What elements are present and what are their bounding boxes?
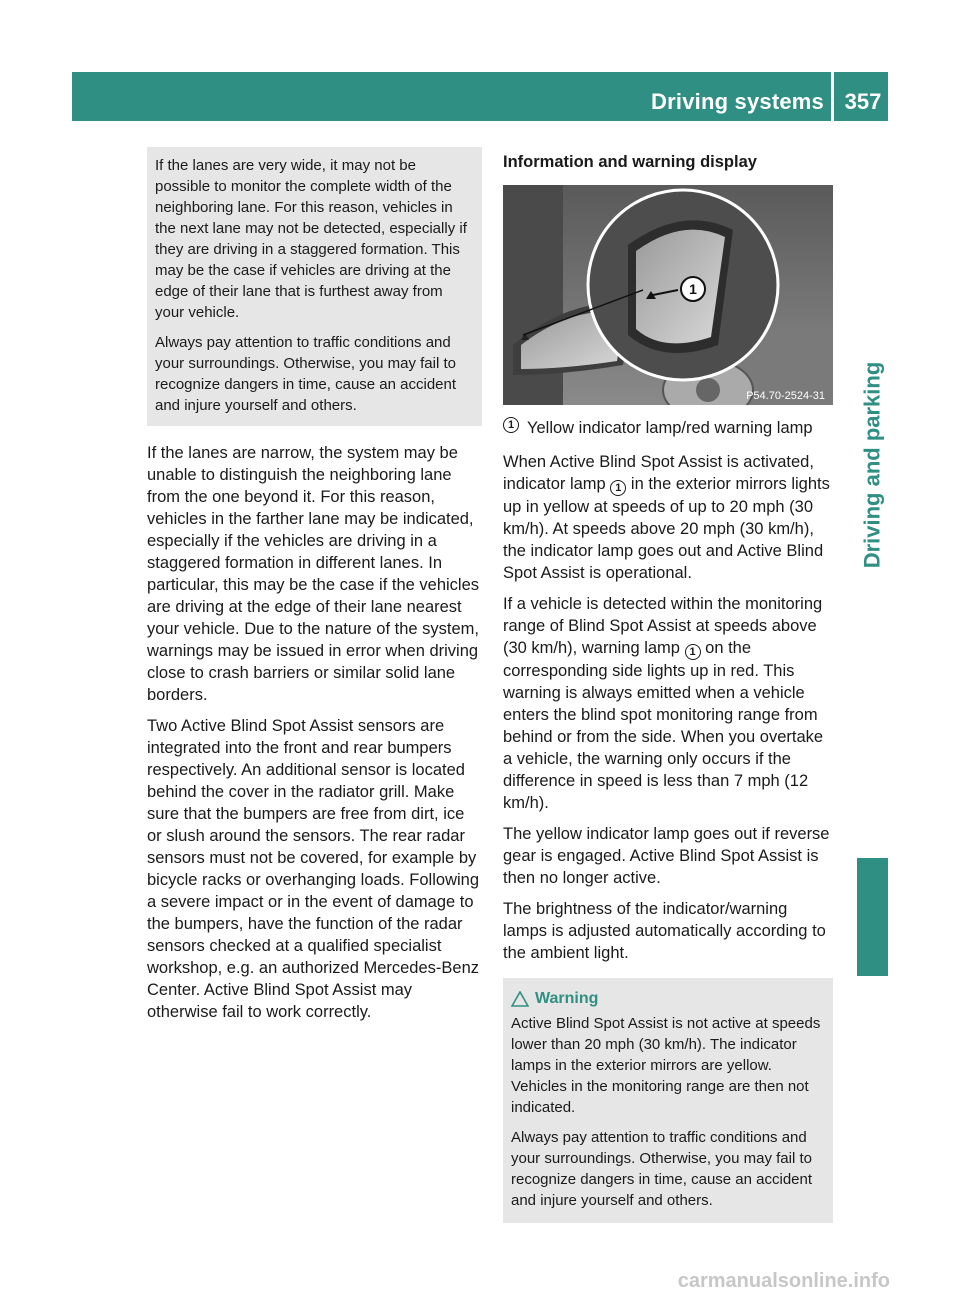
warning-box — [503, 978, 833, 1223]
page-number: 357 — [844, 89, 882, 114]
body-paragraph — [503, 593, 833, 814]
warning-header — [511, 988, 825, 1009]
body-paragraph: The brightness of the indicator/warning lamps is adjusted automatically according to the ambient light. — [503, 900, 826, 962]
figure-callout: 1 — [689, 281, 697, 297]
legend-text: Yellow indicator lamp/red warning lamp — [527, 419, 813, 437]
side-tab-label: Driving and parking — [859, 361, 884, 569]
callout-number: 1 — [503, 417, 519, 433]
mirror-illustration — [503, 185, 833, 405]
watermark: carmanualsonline.info — [677, 1270, 890, 1292]
note-paragraph: If the lanes are very wide, it may not be possible to monitor the complete width of the neighboring lane. For this reason, vehicles in the next lane may not be detected, especially if they are driving in a staggered formation. This may be the case if vehicles are driving at the edge of their lane that is furthest away from your vehicle. — [155, 157, 467, 321]
callout-number: 1 — [685, 644, 701, 660]
text-segment: in the exterior mirrors lights up in yellow at speeds of up to 20 mph (30 km/h). At speeds above 20 mph (30 km/h), the indicator lamp goes out and Active Blind Spot Assist is operational. — [503, 475, 830, 582]
text-segment: If a vehicle is detected within the monitoring range of Blind Spot Assist at speeds above (30 km/h), warning lamp — [503, 595, 823, 657]
text-segment: on the corresponding side lights up in red. This warning is always emitted when a vehicle enters the blind spot monitoring range from behind or from the side. When you overtake a vehicle, the warning only occurs if the difference in speed is less than 7 mph (12 km/h). — [503, 639, 824, 812]
note-box — [147, 147, 482, 426]
mirror-figure — [503, 185, 833, 405]
body-paragraph: Two Active Blind Spot Assist sensors are integrated into the front and rear bumpers respectively. An additional sensor is located behind the cover in the radiator grill. Make sure that the bumpers are free from dirt, ice or slush around the sensors. The rear radar sensors must not be covered, for example by bicycle racks or overhanging loads. Following a severe impact or in the event of damage to the bumpers, have the function of the radar sensors checked at a qualified specialist workshop, e.g. an authorized Mercedes-Benz Center. Active Blind Spot Assist may otherwise fail to work correctly. — [147, 717, 480, 1021]
warning-paragraph: Always pay attention to traffic conditions and your surroundings. Otherwise, you may fail to recognize dangers in time, cause an accident and injure yourself and others. — [511, 1129, 813, 1209]
side-tab — [837, 250, 907, 680]
figure-code: P54.70-2524-31 — [746, 390, 825, 402]
right-column — [503, 147, 833, 1223]
side-tab-marker — [857, 858, 888, 976]
callout-number: 1 — [610, 480, 626, 496]
section-title: Information and warning display — [503, 153, 757, 171]
body-paragraph: If the lanes are narrow, the system may be unable to distinguish the neighboring lane from the one beyond it. For this reason, vehicles in the farther lane may be indicated, especially if the vehicles are driving in a staggered formation in different lanes. In particular, this may be the case if the vehicles are driving at the edge of their lane nearest your vehicle. Due to the nature of the system, warnings may be issued in error when driving close to crash barriers or similar solid lane borders. — [147, 444, 480, 704]
left-column — [147, 147, 482, 1032]
warning-triangle-icon — [511, 991, 529, 1007]
warning-paragraph: Active Blind Spot Assist is not active at speeds lower than 20 mph (30 km/h). The indicator lamps in the exterior mirrors are yellow. Vehicles in the monitoring range are then not indicated. — [511, 1015, 821, 1116]
page-header-title: Driving systems — [651, 89, 824, 114]
warning-label: Warning — [535, 990, 599, 1007]
figure-legend — [503, 417, 833, 439]
body-paragraph: The yellow indicator lamp goes out if reverse gear is engaged. Active Blind Spot Assist is then no longer active. — [503, 825, 830, 887]
body-paragraph — [503, 451, 833, 584]
text-segment: When Active Blind Spot Assist is activated, indicator lamp — [503, 453, 814, 493]
header-divider — [831, 72, 834, 121]
note-paragraph: Always pay attention to traffic conditions and your surroundings. Otherwise, you may fail to recognize dangers in time, cause an accident and injure yourself and others. — [155, 334, 457, 414]
